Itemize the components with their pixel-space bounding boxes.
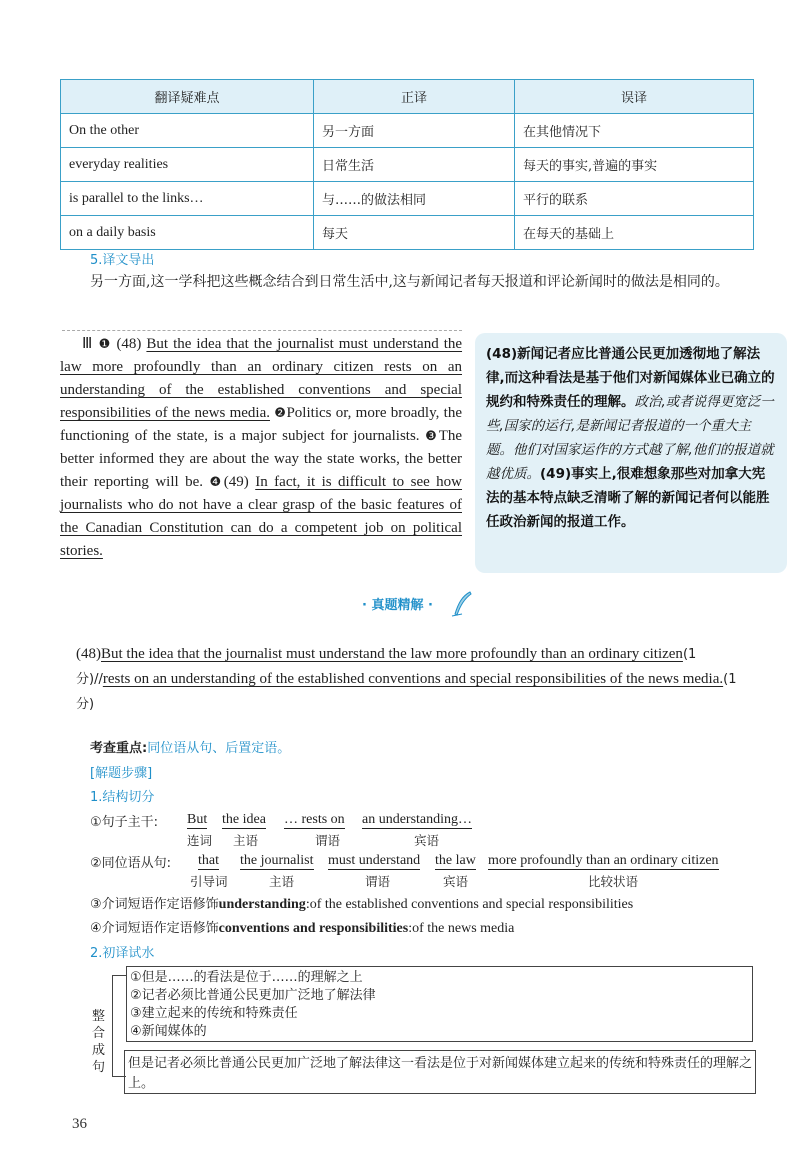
- list-item: ④新闻媒体的: [130, 1024, 207, 1039]
- sentence-2: Politics or, more broadly, the functioning of the state, is a major subject for journalists.: [60, 405, 462, 444]
- answer-question-number: (48): [76, 646, 101, 662]
- table-header-row: [61, 80, 754, 114]
- answer-part-1: But the idea that the journalist must understand the law more profoundly than an ordinary citizen: [101, 646, 683, 662]
- structure-row-4: [90, 917, 514, 937]
- table-cell: 每天的事实,普遍的事实: [515, 148, 754, 182]
- structure-role-label: 主语: [233, 833, 259, 848]
- page-number: 36: [72, 1116, 87, 1132]
- table-row: [61, 148, 754, 182]
- draft-list: [130, 969, 376, 1041]
- translation-sidebox-text: [486, 342, 776, 534]
- structure-row-2-label: ②同位语从句:: [90, 856, 172, 871]
- final-sentence: 但是记者必须比普通公民更加广泛地了解法律这一看法是位于对新闻媒体建立起来的传统和特殊责任的理解之上。: [128, 1056, 753, 1091]
- structure-segment: the law: [435, 853, 476, 868]
- list-item: ③建立起来的传统和特殊责任: [130, 1006, 298, 1021]
- structure-row-3-label: ③介词短语作定语修饰: [90, 897, 219, 912]
- section-5-text: 另一方面,这一学科把这些概念结合到日常生活中,这与新闻记者每天报道和评论新闻时的做法是相同的。: [90, 274, 729, 290]
- table-cell: On the other: [61, 114, 314, 148]
- structure-role-label: 谓语: [365, 874, 391, 889]
- step-2-label: 2.初译试水: [90, 946, 155, 961]
- question-49-marker: (49): [223, 474, 249, 490]
- dashed-divider: [62, 330, 462, 331]
- merge-label: 整合成句: [92, 1009, 106, 1075]
- sentence-3: The better informed they are about the way the state works, the better their reporting will be.: [60, 428, 463, 490]
- translation-table: [60, 79, 754, 250]
- structure-segment: … rests on: [284, 812, 345, 827]
- structure-role-label: 主语: [269, 874, 295, 889]
- structure-role-label: 宾语: [414, 833, 440, 848]
- structure-row-3-target: understanding: [218, 897, 306, 912]
- steps-heading: [解题步骤]: [90, 766, 153, 781]
- structure-row-1-label: ①句子主干:: [90, 815, 159, 830]
- structure-role-label: 比较状语: [588, 874, 639, 889]
- sentence-marker-3: ❸: [425, 429, 439, 444]
- table-header: 误译: [515, 80, 754, 114]
- translation-48: (48)新闻记者应比普通公民更加透彻地了解法律,而这种看法是基于他们对新闻媒体业已确立的规约和特殊责任的理解。: [486, 346, 775, 410]
- table-cell: 在每天的基础上: [515, 216, 754, 250]
- list-item: ②记者必须比普通公民更加广泛地了解法律: [130, 988, 376, 1003]
- table-header: 正译: [314, 80, 515, 114]
- structure-segment: But: [187, 812, 208, 827]
- structure-row-3: [90, 893, 633, 913]
- structure-role-label: 连词: [187, 833, 213, 848]
- structure-row-4-label: ④介词短语作定语修饰: [90, 921, 219, 936]
- translation-middle: 政治,或者说得更宽泛一些,国家的运行,是新闻记者报道的一个重大主题。他们对国家运作的方式越了解,他们的报道就越优质。: [486, 394, 774, 482]
- roman-numeral: Ⅲ: [82, 336, 94, 352]
- answer-block: [76, 642, 740, 717]
- section-banner: [345, 595, 450, 617]
- answer-score-1: (1分)//: [76, 647, 697, 687]
- table-cell: 与……的做法相同: [314, 182, 515, 216]
- list-item: ①但是……的看法是位于……的理解之上: [130, 970, 363, 985]
- structure-role-label: 引导词: [190, 874, 228, 889]
- table-cell: 平行的联系: [515, 182, 754, 216]
- structure-row-4-target: conventions and responsibilities: [218, 921, 409, 936]
- quill-icon: [450, 590, 474, 618]
- table-row: [61, 114, 754, 148]
- table-row: [61, 216, 754, 250]
- table-cell: on a daily basis: [61, 216, 314, 250]
- sentence-marker-4: ❹: [209, 475, 224, 490]
- table-cell: 日常生活: [314, 148, 515, 182]
- structure-row-3-rest: :of the established conventions and special responsibilities: [305, 897, 634, 912]
- table-cell: is parallel to the links…: [61, 182, 314, 216]
- sentence-marker-1: ❶: [98, 337, 112, 352]
- sentence-marker-2: ❷: [274, 406, 287, 421]
- section-5-label: 5.译文导出: [90, 253, 155, 268]
- key-point-value: 同位语从句、后置定语。: [147, 741, 291, 756]
- answer-part-2: rests on an understanding of the established conventions and special responsibilities of the news media.: [102, 671, 724, 687]
- sentence-48: But the idea that the journalist must understand the law more profoundly than an ordinary citizen rests on an understanding of the established conventions and special responsibilities of the news media.: [60, 336, 463, 421]
- structure-row-4-rest: :of the news media: [408, 921, 515, 936]
- banner-label: · 真题精解 ·: [362, 598, 433, 613]
- question-48-marker: (48): [116, 336, 142, 352]
- structure-role-label: 谓语: [315, 833, 341, 848]
- translation-49: (49)事实上,很难想象那些对加拿大宪法的基本特点缺乏清晰了解的新闻记者何以能胜任政治新闻的报道工作。: [486, 466, 770, 530]
- key-point: [90, 737, 290, 756]
- english-passage: [60, 333, 462, 563]
- structure-segment: the journalist: [240, 853, 314, 868]
- structure-segment: an understanding…: [362, 812, 473, 827]
- structure-role-label: 宾语: [443, 874, 469, 889]
- answer-score-2: (1分): [76, 672, 737, 712]
- step-1-label: 1.结构切分: [90, 790, 155, 805]
- structure-segment: more profoundly than an ordinary citizen: [488, 853, 719, 868]
- table-cell: 在其他情况下: [515, 114, 754, 148]
- structure-segment: the idea: [222, 812, 266, 827]
- table-cell: everyday realities: [61, 148, 314, 182]
- key-point-label: 考查重点:: [90, 741, 148, 756]
- structure-segment: that: [198, 853, 219, 868]
- structure-segment: must understand: [328, 853, 421, 868]
- table-cell: 每天: [314, 216, 515, 250]
- table-cell: 另一方面: [314, 114, 515, 148]
- sentence-49: In fact, it is difficult to see how journalists who do not have a clear grasp of the basic features of the Canadian Constitution can do a competent job on political stories.: [60, 474, 463, 559]
- table-row: [61, 182, 754, 216]
- table-header: 翻译疑难点: [61, 80, 314, 114]
- bracket-line: [112, 975, 126, 1077]
